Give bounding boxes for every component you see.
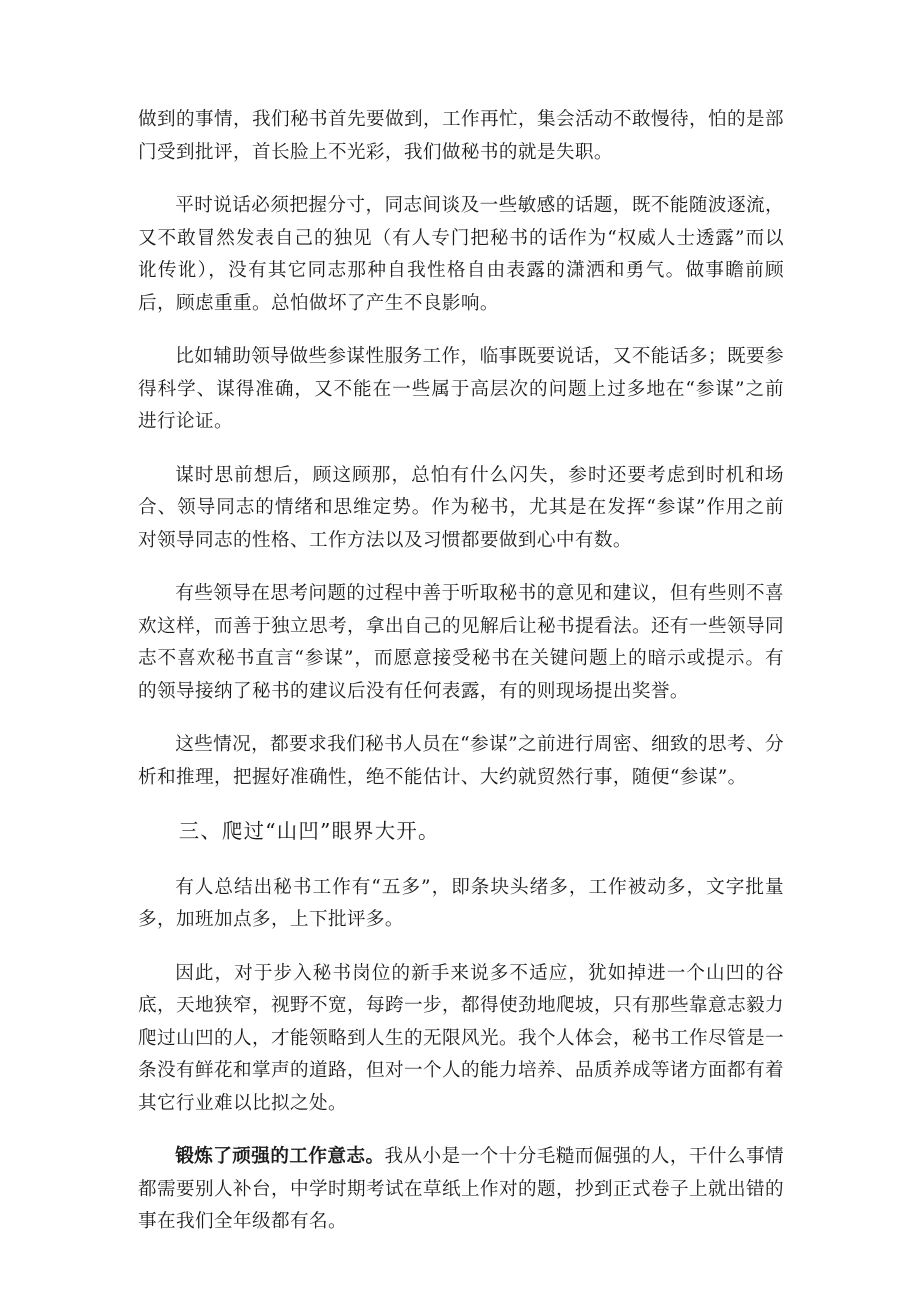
paragraph: 比如辅助领导做些参谋性服务工作，临事既要说话，又不能话多；既要参得科学、谋得准确，又不能在一些属于高层次的问题上过多地在“参谋”之前进行论证。 [138,346,784,432]
paragraph-with-bold-lead [138,1141,784,1239]
paragraph: 有人总结出秘书工作有“五多”，即条块头绪多，工作被动多，文字批量多，加班加点多，上下批评多。 [138,876,784,930]
paragraph: 因此，对于步入秘书岗位的新手来说多不适应，犹如掉进一个山凹的谷底，天地狭窄，视野不宽，每跨一步，都得使劲地爬坡，只有那些靠意志毅力爬过山凹的人，才能领略到人生的无限风光。我个人体会，秘书工作尽管是一条没有鲜花和掌声的道路，但对一个人的能力培养、品质养成等诸方面都有着其它行业难以比拟之处。 [138,962,784,1114]
section-heading: 三、爬过“山凹”眼界大开。 [178,819,440,843]
paragraph: 谋时思前想后，顾这顾那，总怕有什么闪失，参时还要考虑到时机和场合、领导同志的情绪和思维定势。作为秘书，尤其是在发挥“参谋”作用之前对领导同志的性格、工作方法以及习惯都要做到心中有数。 [138,464,784,551]
document-body [138,104,784,1239]
paragraph: 这些情况，都要求我们秘书人员在“参谋”之前进行周密、细致的思考、分析和推理，把握好准确性，绝不能估计、大约就贸然行事，随便“参谋”。 [138,734,784,788]
bold-lead-text: 锻炼了顽强的工作意志。 [175,1146,385,1167]
paragraph: 有些领导在思考问题的过程中善于听取秘书的意见和建议，但有些则不喜欢这样，而善于独立思考，拿出自己的见解后让秘书提看法。还有一些领导同志不喜欢秘书直言“参谋”，而愿意接受秘书在关键问题上的暗示或提示。有的领导接纳了秘书的建议后没有任何表露，有的则现场提出奖誉。 [138,583,784,702]
paragraph: 平时说话必须把握分寸，同志间谈及一些敏感的话题，既不能随波逐流，又不敢冒然发表自己的独见（有人专门把秘书的话作为“权威人士透露”而以讹传讹），没有其它同志那种自我性格自由表露的潇洒和勇气。做事瞻前顾后，顾虑重重。总怕做坏了产生不良影响。 [138,195,784,314]
paragraph-text: 我从小是一个十分毛糙而倔强的人，干什么事情都需要别人补台，中学时期考试在草纸上作对的题，抄到正式卷子上就出错的事在我们全年级都有名。 [138,1146,784,1232]
paragraph-continuation: 做到的事情，我们秘书首先要做到，工作再忙，集会活动不敢慢待，怕的是部门受到批评，首长脸上不光彩，我们做秘书的就是失职。 [138,109,784,163]
